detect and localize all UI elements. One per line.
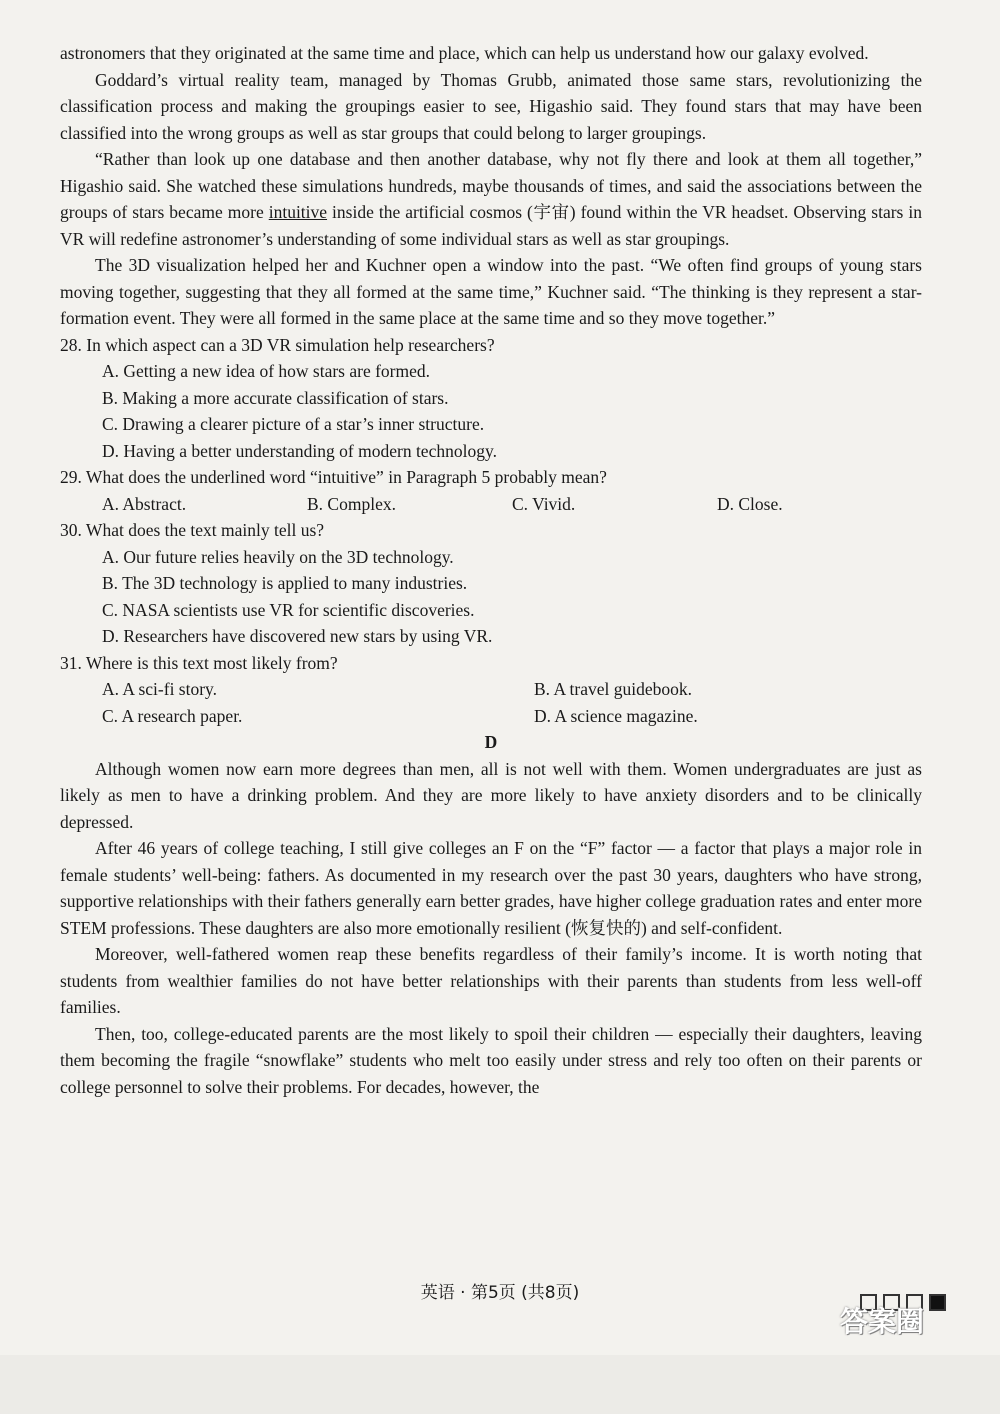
passage-c-paragraph-3 [60, 146, 922, 252]
page-content [60, 40, 922, 1100]
question-28-option-d[interactable]: D. Having a better understanding of modern technology. [102, 440, 497, 461]
question-28-option-b[interactable]: B. Making a more accurate classification of stars. [102, 387, 449, 408]
marker-square-filled [929, 1294, 946, 1311]
question-29-option-d[interactable]: D. Close. [717, 493, 783, 514]
question-31-option-a[interactable]: A. A sci-fi story. [102, 679, 218, 699]
passage-d-paragraph-3: Moreover, well-fathered women reap these benefits regardless of their family’s income. It is worth noting that students from wealthier families do not have better relationships with their parents than students from less well-off families. [60, 944, 922, 1017]
question-30-stem: 30. What does the text mainly tell us? [60, 520, 325, 540]
passage-d-heading: D [484, 732, 498, 752]
paragraph-3-text-before: “Rather than look up one database and then another database, why not fly there and look at them all together,” Higashio said. She watched these simulations hundreds, maybe thousands of times, and said the associations between the groups of stars became more [60, 149, 922, 222]
question-29-option-b[interactable]: B. Complex. [307, 493, 396, 514]
passage-d-paragraph-2: After 46 years of college teaching, I still give colleges an F on the “F” factor — a factor that plays a major role in female students’ well-being: fathers. As documented in my research over the past 30 years, daughters who have strong, supportive relationships with their fathers generally earn better grades, have higher college graduation rates and enter more STEM professions. These daughters are also more emotionally resilient (恢复快的) and self-confident. [60, 838, 922, 938]
question-28-stem: 28. In which aspect can a 3D VR simulation help researchers? [60, 334, 495, 355]
question-31-option-b[interactable]: B. A travel guidebook. [534, 679, 692, 699]
question-29-options [102, 491, 922, 518]
passage-c-paragraph-4: The 3D visualization helped her and Kuchner open a window into the past. “We often find groups of young stars moving together, suggesting that they all formed at the same time,” Kuchner said. “The thinking is they represent a star-formation event. They were all formed in the same place at the same time and so they move together.” [60, 255, 922, 328]
question-28-option-a[interactable]: A. Getting a new idea of how stars are formed. [102, 361, 431, 381]
question-30-option-c[interactable]: C. NASA scientists use VR for scientific discoveries. [102, 599, 475, 620]
underlined-word-intuitive: intuitive [268, 202, 328, 222]
watermark-logo: 答案圈 [840, 1305, 925, 1338]
passage-d-paragraph-4: Then, too, college-educated parents are the most likely to spoil their children — especially their daughters, leaving them becoming the fragile “snowflake” students who melt too easily under stress and rely too often on their parents or college personnel to solve their problems. For decades, however, the [60, 1023, 922, 1097]
question-30-option-b[interactable]: B. The 3D technology is applied to many industries. [102, 573, 468, 593]
question-31-options [102, 676, 922, 729]
passage-c-paragraph-1: astronomers that they originated at the same time and place, which can help us understand how our galaxy evolved. [60, 43, 869, 63]
question-31-stem: 31. Where is this text most likely from? [60, 652, 338, 673]
question-28-option-c[interactable]: C. Drawing a clearer picture of a star’s inner structure. [102, 414, 485, 434]
question-30-option-a[interactable]: A. Our future relies heavily on the 3D technology. [102, 546, 454, 567]
question-29-option-c[interactable]: C. Vivid. [512, 493, 576, 514]
question-31-option-d[interactable]: D. A science magazine. [534, 705, 698, 726]
question-31-option-c[interactable]: C. A research paper. [102, 705, 243, 726]
question-29-stem: 29. What does the underlined word “intuitive” in Paragraph 5 probably mean? [60, 467, 607, 487]
page-footer: 英语 · 第5页 (共8页) [420, 1283, 580, 1303]
paragraph-3-text-after: inside the artificial cosmos (宇宙) found within the VR headset. Observing stars in VR will redefine astronomer’s understanding of some individual stars as well as star groupings. [60, 202, 922, 249]
passage-d-paragraph-1: Although women now earn more degrees than men, all is not well with them. Women undergraduates are just as likely as men to have a drinking problem. And they are more likely to have anxiety disorders and to be clinically depressed. [60, 758, 922, 832]
question-30-option-d[interactable]: D. Researchers have discovered new stars by using VR. [102, 626, 493, 646]
question-29-option-a[interactable]: A. Abstract. [102, 493, 187, 514]
passage-c-paragraph-2: Goddard’s virtual reality team, managed by Thomas Grubb, animated those same stars, revolutionizing the classification process and making the groupings easier to see, Higashio said. They found stars that may have been classified into the wrong groups as well as star groups that could belong to larger groupings. [60, 69, 922, 143]
